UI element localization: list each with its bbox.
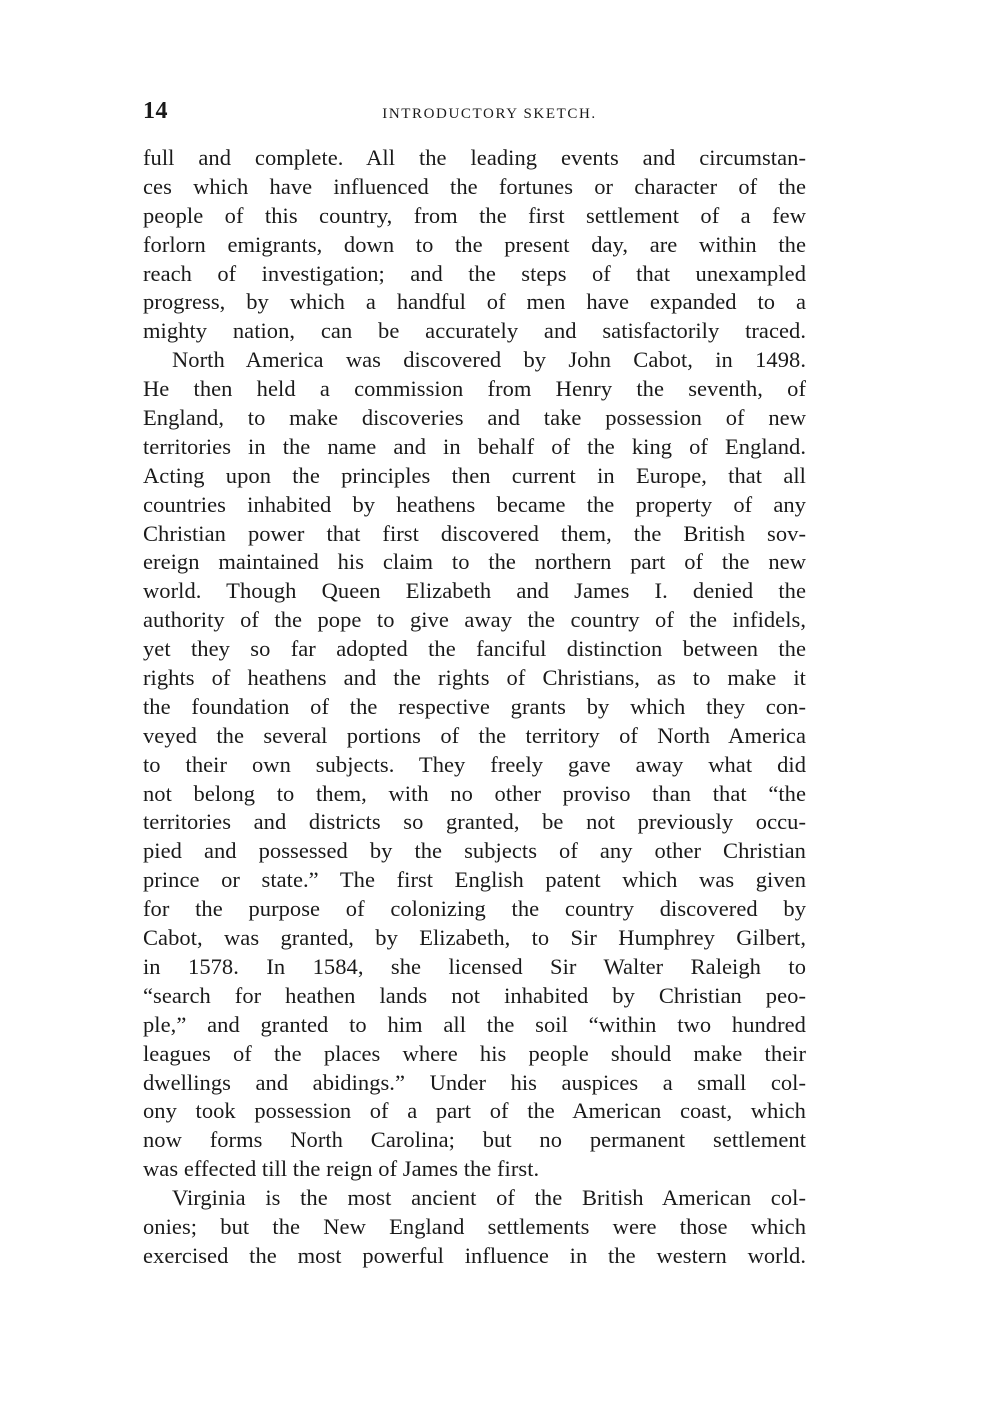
text-line: prince or state.” The first English patent which was given [143,867,806,893]
text-line: mighty nation, can be accurately and satisfactorily traced. [143,318,806,344]
page-number: 14 [143,98,168,124]
text-line: reach of investigation; and the steps of that unexampled [143,260,806,286]
text-line: the foundation of the respective grants by which they con- [143,693,806,719]
text-line: He then held a commission from Henry the seventh, of [143,376,806,402]
running-title: INTRODUCTORY SKETCH. [382,106,597,122]
text-line: Christian power that first discovered them, the British sov- [143,520,806,546]
text-line: world. Though Queen Elizabeth and James I. denied the [143,578,806,604]
text-line: veyed the several portions of the territory of North America [143,722,806,748]
text-line: territories in the name and in behalf of the king of England. [143,433,806,459]
text-line: North America was discovered by John Cabot, in 1498. [172,347,806,373]
text-line: Acting upon the principles then current in Europe, that all [143,462,806,488]
text-line: ces which have influenced the fortunes or character of the [143,173,806,199]
text-line: exercised the most powerful influence in the western world. [143,1242,806,1268]
text-line: authority of the pope to give away the country of the infidels, [143,607,806,633]
text-line: to their own subjects. They freely gave away what did [143,751,806,777]
running-head [143,96,806,130]
text-line: progress, by which a handful of men have expanded to a [143,289,806,315]
text-line: ple,” and granted to him all the soil “within two hundred [143,1011,806,1037]
text-line: now forms North Carolina; but no permanent settlement [143,1127,806,1153]
text-line: territories and districts so granted, be not previously occu- [143,809,806,835]
text-line: people of this country, from the first settlement of a few [143,202,806,228]
text-line: countries inhabited by heathens became the property of any [143,491,806,517]
text-line: “search for heathen lands not inhabited by Christian peo- [143,982,806,1008]
text-line: pied and possessed by the subjects of any other Christian [143,838,806,864]
text-line: full and complete. All the leading events and circumstan- [143,145,806,170]
text-line: rights of heathens and the rights of Christians, as to make it [143,665,806,691]
text-line: Cabot, was granted, by Elizabeth, to Sir Humphrey Gilbert, [143,925,806,951]
text-line: onies; but the New England settlements were those which [143,1213,806,1239]
text-line: in 1578. In 1584, she licensed Sir Walter Raleigh to [143,953,806,979]
text-line: Virginia is the most ancient of the British American col- [172,1185,806,1211]
text-line: ereign maintained his claim to the northern part of the new [143,549,806,575]
paragraph-2 [143,346,806,1184]
text-line: forlorn emigrants, down to the present day, are within the [143,231,806,257]
text-line: England, to make discoveries and take possession of new [143,405,806,431]
paragraph-1 [143,144,806,346]
text-line: not belong to them, with no other proviso than that “the [143,780,806,806]
book-page [143,96,806,1271]
paragraph-3 [143,1184,806,1271]
text-line: dwellings and abidings.” Under his auspices a small col- [143,1069,806,1095]
text-line: was effected till the reign of James the first. [143,1156,540,1182]
text-line: yet they so far adopted the fanciful distinction between the [143,636,806,662]
text-line: leagues of the places where his people should make their [143,1040,806,1066]
body-text [143,144,806,1271]
text-line: ony took possession of a part of the American coast, which [143,1098,806,1124]
text-line: for the purpose of colonizing the country discovered by [143,896,806,922]
